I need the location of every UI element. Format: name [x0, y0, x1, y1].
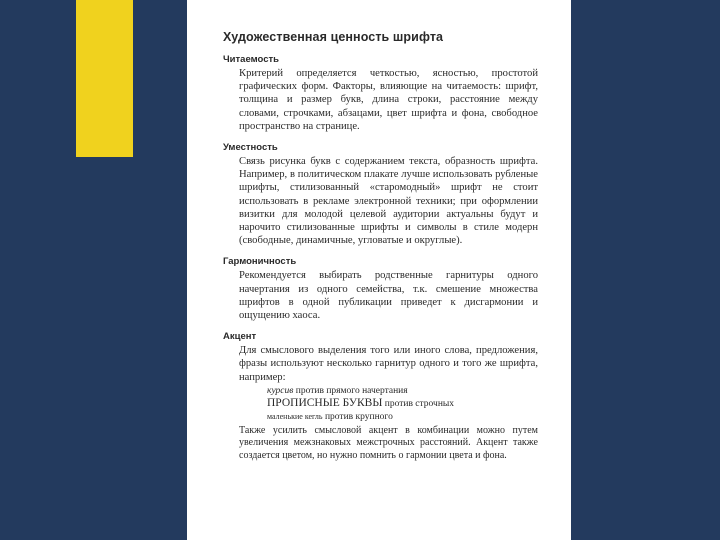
example-italic-word: курсив — [267, 385, 294, 396]
font-examples — [267, 386, 538, 423]
section-accent — [223, 331, 538, 462]
page-content — [223, 30, 538, 472]
example-size — [267, 411, 538, 423]
section-heading: Гармоничность — [223, 256, 297, 268]
section-relevance — [223, 142, 538, 247]
section-text-continued: Также усилить смысловой акцент в комбинации можно путем увеличения межзнаковых межстрочных расстояний. Акцент также создается цветом, но нужно помнить о гармонии цвета и фона. — [239, 424, 538, 462]
example-size-word: маленькие кегль — [267, 411, 323, 421]
yellow-accent-bar — [76, 0, 133, 157]
example-caps-word: ПРОПИСНЫЕ БУКВЫ — [267, 396, 383, 409]
section-readability — [223, 54, 538, 133]
section-heading: Акцент — [223, 331, 257, 343]
section-text: Связь рисунка букв с содержанием текста, образность шрифта. Например, в политическом плакате лучше использовать рубленые шрифты, стилизованный «старомодный» шрифт не стоит использовать в рекламе электронной техники; при оформлении визитки для молодой целевой аудитории актуальны будут и нарочито стилизованные шрифты и символы в стиле модерн (свободные, динамичные, угловатые и округлые). — [239, 156, 538, 247]
document-page — [187, 0, 571, 540]
page-title: Художественная ценность шрифта — [223, 30, 444, 44]
example-italic — [267, 386, 538, 397]
section-text: Рекомендуется выбирать родственные гарнитуры одного начертания из одного семейства, т.к. смешение множества шрифтов в одной публикации приведет к дисгармонии и ощущению хаоса. — [239, 270, 538, 322]
section-harmony — [223, 256, 538, 322]
example-size-rest: против крупного — [322, 411, 393, 422]
example-caps — [267, 397, 538, 411]
example-italic-rest: против прямого начертания — [293, 385, 408, 396]
section-text: Критерий определяется четкостью, ясностью, простотой графических форм. Факторы, влияющие на читаемость: шрифт, толщина и размер букв, длина строки, расстояние между словами, строчками, абзацами, цвет шрифта и фона, свободное пространство на странице. — [239, 68, 538, 132]
example-caps-rest: против строчных — [382, 398, 455, 409]
section-heading: Читаемость — [223, 54, 279, 65]
section-heading: Уместность — [223, 142, 278, 154]
section-text: Для смыслового выделения того или иного слова, предложения, фразы используют несколько гарнитур одного и того же шрифта, например: — [239, 345, 538, 383]
